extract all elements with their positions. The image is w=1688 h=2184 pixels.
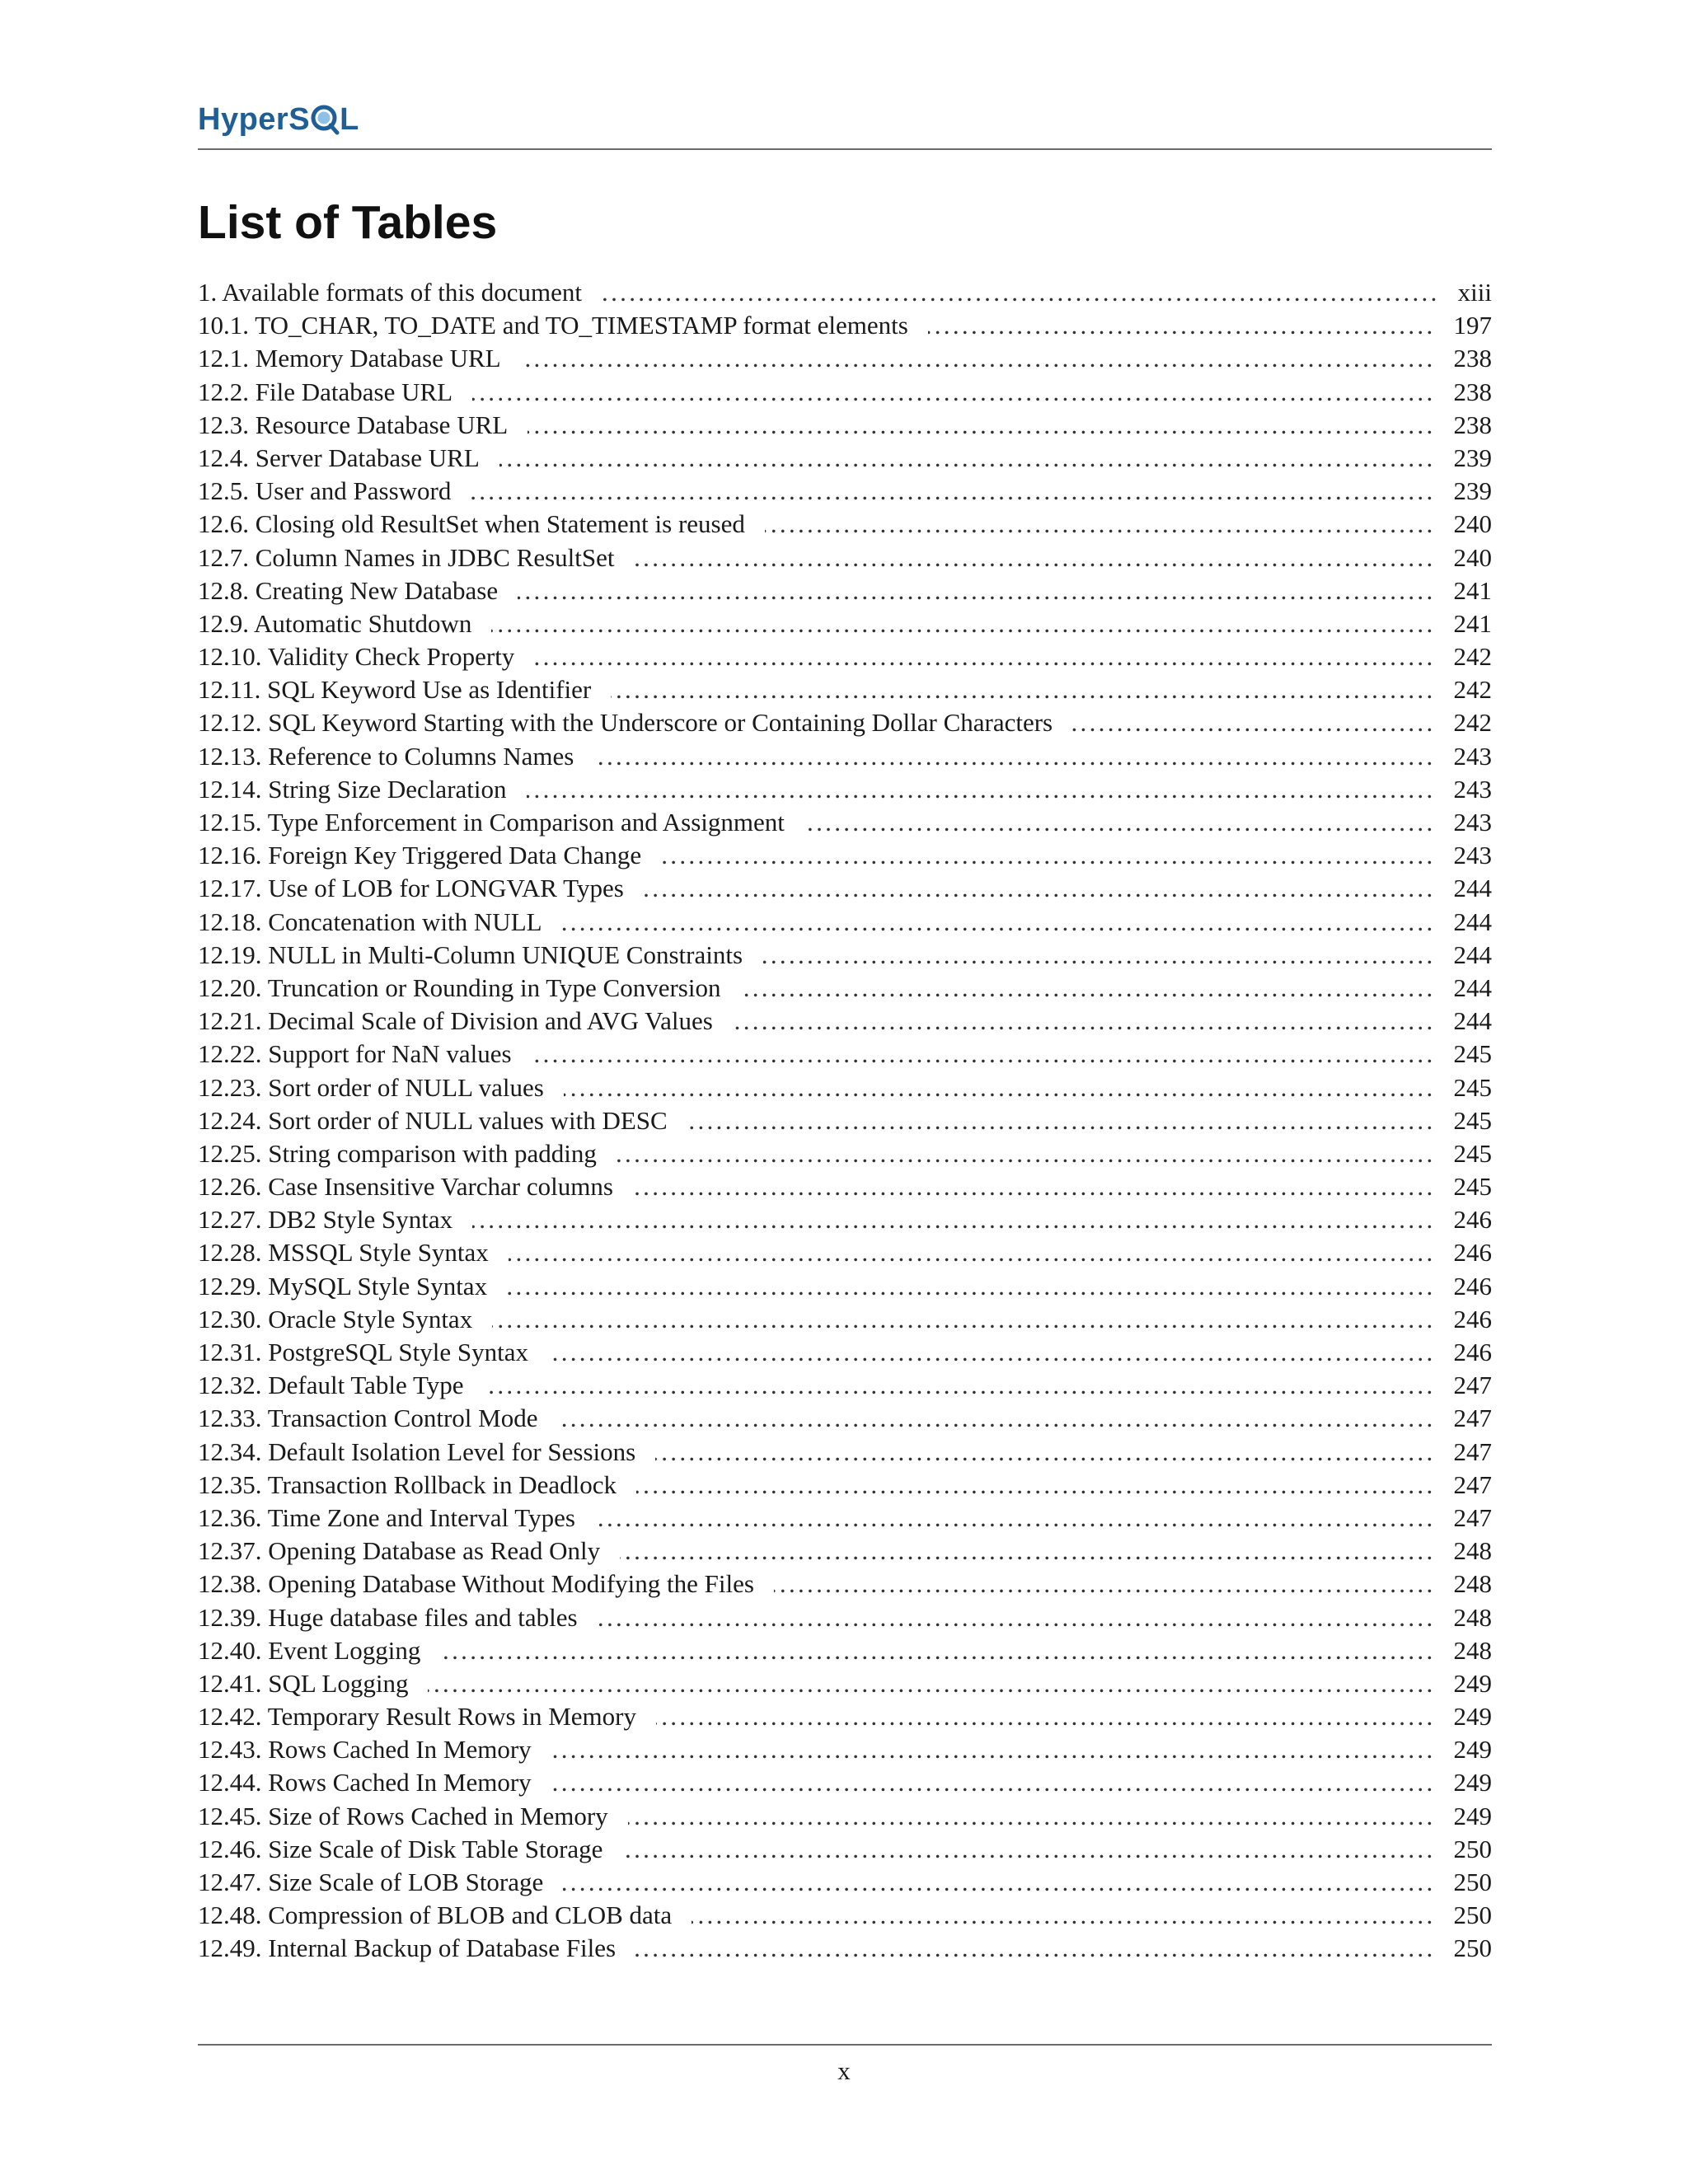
toc-leader-dots <box>562 906 1436 939</box>
toc-entry-label: 12.42. Temporary Result Rows in Memory <box>198 1702 636 1732</box>
toc-entry[interactable] <box>198 906 1492 939</box>
toc-leader-dots <box>733 1005 1436 1038</box>
toc-entry[interactable] <box>198 640 1492 673</box>
toc-entry-label: 12.44. Rows Cached In Memory <box>198 1768 532 1797</box>
toc-entry-page: 249 <box>1453 1801 1492 1830</box>
toc-entry-page: 245 <box>1453 1138 1492 1168</box>
toc-leader-dots <box>528 409 1435 442</box>
toc-entry-page: 244 <box>1453 1006 1492 1036</box>
toc-leader-dots <box>471 475 1435 508</box>
toc-entry[interactable] <box>198 1766 1492 1799</box>
toc-entry-page: 246 <box>1453 1205 1492 1235</box>
toc-entry-page: 247 <box>1453 1469 1492 1499</box>
toc-leader-dots <box>622 1833 1435 1866</box>
toc-entry-label: 12.20. Truncation or Rounding in Type Conversion <box>198 972 721 1002</box>
toc-entry-label: 12.29. MySQL Style Syntax <box>198 1271 488 1301</box>
toc-entry-page: 247 <box>1453 1371 1492 1400</box>
toc-entry[interactable] <box>198 1005 1492 1038</box>
toc-entry-page: 240 <box>1453 509 1492 539</box>
toc-leader-dots <box>620 1535 1435 1568</box>
toc-entry-page: 241 <box>1453 608 1492 638</box>
toc-leader-dots <box>518 574 1435 607</box>
toc-entry-label: 12.13. Reference to Columns Names <box>198 741 574 771</box>
toc-entry-label: 12.34. Default Isolation Level for Sessions <box>198 1436 636 1466</box>
toc-entry-page: 249 <box>1453 1768 1492 1797</box>
toc-entry-page: 248 <box>1453 1635 1492 1665</box>
toc-entry-page: 239 <box>1453 476 1492 506</box>
toc-entry[interactable] <box>198 1833 1492 1866</box>
toc-entry-page: 250 <box>1453 1834 1492 1863</box>
page-header <box>198 92 1492 150</box>
toc-leader-dots <box>563 1866 1435 1899</box>
toc-entry-page: 247 <box>1453 1404 1492 1433</box>
toc-entry[interactable] <box>198 1203 1492 1236</box>
toc-leader-dots <box>472 1203 1435 1236</box>
toc-leader-dots <box>633 1170 1436 1203</box>
toc-entry-label: 12.35. Transaction Rollback in Deadlock <box>198 1469 617 1499</box>
toc-entry-page: 240 <box>1453 542 1492 572</box>
toc-leader-dots <box>687 1104 1436 1137</box>
toc-entry[interactable] <box>198 541 1492 574</box>
toc-entry[interactable] <box>198 1170 1492 1203</box>
toc-leader-dots <box>507 1270 1435 1303</box>
magnifier-q-icon <box>310 104 340 135</box>
toc-leader-dots <box>635 541 1436 574</box>
toc-leader-dots <box>692 1899 1435 1932</box>
toc-entry-label: 12.38. Opening Database Without Modifying the Files <box>198 1569 754 1599</box>
toc-leader-dots <box>595 1502 1436 1535</box>
toc-entry[interactable] <box>198 1303 1492 1336</box>
toc-entry-label: 12.16. Foreign Key Triggered Data Change <box>198 841 642 870</box>
toc-leader-dots <box>551 1733 1436 1766</box>
toc-entry-page: 238 <box>1453 410 1492 439</box>
toc-entry[interactable] <box>198 1236 1492 1269</box>
toc-entry-label: 12.24. Sort order of NULL values with DESC <box>198 1105 668 1135</box>
toc-leader-dots <box>532 1038 1436 1071</box>
toc-entry-page: 244 <box>1453 907 1492 936</box>
toc-entry-label: 12.21. Decimal Scale of Division and AVG Values <box>198 1006 713 1036</box>
toc-entry-label: 12.9. Automatic Shutdown <box>198 608 472 638</box>
toc-entry-page: 248 <box>1453 1602 1492 1632</box>
toc-entry-page: 250 <box>1453 1933 1492 1963</box>
toc-entry-page: 250 <box>1453 1868 1492 1896</box>
toc-entry[interactable] <box>198 1469 1492 1502</box>
toc-leader-dots <box>521 342 1436 375</box>
toc-entry-page: 243 <box>1453 841 1492 870</box>
toc-entry-label: 12.30. Oracle Style Syntax <box>198 1304 473 1333</box>
toc-entry[interactable] <box>198 1601 1492 1634</box>
page-title: List of Tables <box>198 196 498 249</box>
toc-entry-page: 247 <box>1453 1436 1492 1466</box>
toc-entry[interactable] <box>198 1336 1492 1369</box>
toc-entry-label: 12.41. SQL Logging <box>198 1668 409 1698</box>
toc-entry[interactable] <box>198 673 1492 706</box>
toc-entry-label: 12.46. Size Scale of Disk Table Storage <box>198 1834 603 1863</box>
toc-entry-label: 12.36. Time Zone and Interval Types <box>198 1502 575 1532</box>
toc-entry-page: 246 <box>1453 1304 1492 1333</box>
toc-entry[interactable] <box>198 309 1492 342</box>
toc-entry-label: 12.2. File Database URL <box>198 377 453 406</box>
toc-leader-dots <box>628 1800 1436 1833</box>
toc-leader-dots <box>472 376 1435 409</box>
toc-entry[interactable] <box>198 1137 1492 1170</box>
toc-entry-page: 241 <box>1453 575 1492 605</box>
toc-leader-dots <box>644 872 1436 905</box>
toc-entry-page: 249 <box>1453 1668 1492 1698</box>
toc-leader-dots <box>492 1303 1435 1336</box>
toc-entry[interactable] <box>198 1634 1492 1667</box>
toc-entry-page: 248 <box>1453 1536 1492 1566</box>
toc-entry[interactable] <box>198 1071 1492 1104</box>
toc-entry[interactable] <box>198 1104 1492 1137</box>
toc-entry-page: 243 <box>1453 774 1492 804</box>
toc-entry[interactable] <box>198 1568 1492 1601</box>
toc-leader-dots <box>440 1634 1435 1667</box>
toc-entry-page: 245 <box>1453 1105 1492 1135</box>
toc-entry-label: 12.19. NULL in Multi-Column UNIQUE Constraints <box>198 940 743 969</box>
toc-entry-page: 244 <box>1453 940 1492 969</box>
toc-entry-label: 12.12. SQL Keyword Starting with the Underscore or Containing Dollar Characters <box>198 708 1053 738</box>
toc-leader-dots <box>564 1071 1436 1104</box>
toc-entry[interactable] <box>198 1402 1492 1435</box>
toc-entry[interactable] <box>198 1899 1492 1932</box>
toc-leader-dots <box>534 640 1435 673</box>
toc-leader-dots <box>655 1436 1435 1469</box>
toc-entry-label: 12.40. Event Logging <box>198 1635 421 1665</box>
toc-leader-dots <box>774 1568 1436 1601</box>
toc-entry[interactable] <box>198 839 1492 872</box>
toc-entry-label: 1. Available formats of this document <box>198 278 583 307</box>
toc-entry-label: 12.7. Column Names in JDBC ResultSet <box>198 542 615 572</box>
toc-entry[interactable] <box>198 475 1492 508</box>
toc-entry[interactable] <box>198 1535 1492 1568</box>
toc-entry-page: 245 <box>1453 1039 1492 1069</box>
toc-entry-label: 12.27. DB2 Style Syntax <box>198 1205 453 1235</box>
toc-entry-label: 12.18. Concatenation with NULL <box>198 907 542 936</box>
toc-entry[interactable] <box>198 806 1492 839</box>
toc-entry-page: 197 <box>1453 311 1492 340</box>
toc-entry-label: 12.5. User and Password <box>198 476 452 506</box>
toc-entry[interactable] <box>198 1733 1492 1766</box>
toc-entry[interactable] <box>198 1038 1492 1071</box>
toc-leader-dots <box>491 607 1435 640</box>
toc-entry[interactable] <box>198 740 1492 773</box>
toc-entry-label: 12.8. Creating New Database <box>198 575 499 605</box>
toc-entry-label: 12.25. String comparison with padding <box>198 1138 597 1168</box>
toc-entry-page: 244 <box>1453 874 1492 903</box>
toc-entry-label: 12.23. Sort order of NULL values <box>198 1072 544 1102</box>
list-of-tables <box>198 276 1492 1966</box>
toc-entry[interactable] <box>198 276 1492 309</box>
toc-entry[interactable] <box>198 1800 1492 1833</box>
toc-entry[interactable] <box>198 508 1492 541</box>
toc-entry-page: 243 <box>1453 808 1492 837</box>
toc-entry-label: 12.45. Size of Rows Cached in Memory <box>198 1801 608 1830</box>
toc-entry-page: 249 <box>1453 1735 1492 1765</box>
toc-entry-label: 10.1. TO_CHAR, TO_DATE and TO_TIMESTAMP format elements <box>198 311 908 340</box>
toc-entry-label: 12.49. Internal Backup of Database Files <box>198 1933 617 1963</box>
hypersql-logo <box>198 99 359 140</box>
toc-entry-page: 242 <box>1453 708 1492 738</box>
toc-entry-page: 239 <box>1453 443 1492 472</box>
toc-entry-page: 242 <box>1453 642 1492 672</box>
toc-entry-page: 238 <box>1453 377 1492 406</box>
toc-entry-label: 12.43. Rows Cached In Memory <box>198 1735 532 1765</box>
page-footer-rule <box>198 2044 1492 2046</box>
toc-entry[interactable] <box>198 939 1492 972</box>
toc-entry-label: 12.3. Resource Database URL <box>198 410 509 439</box>
toc-entry[interactable] <box>198 773 1492 806</box>
toc-entry-label: 12.10. Validity Check Property <box>198 642 515 672</box>
toc-entry-label: 12.28. MSSQL Style Syntax <box>198 1238 489 1268</box>
toc-entry-label: 12.14. String Size Declaration <box>198 774 507 804</box>
toc-entry[interactable] <box>198 342 1492 375</box>
toc-leader-dots <box>527 773 1436 806</box>
toc-entry-page: 244 <box>1453 972 1492 1002</box>
toc-leader-dots <box>661 839 1435 872</box>
toc-entry-page: 246 <box>1453 1338 1492 1366</box>
toc-entry-label: 12.22. Support for NaN values <box>198 1039 512 1069</box>
toc-leader-dots <box>611 673 1435 706</box>
toc-leader-dots <box>804 806 1436 839</box>
toc-entry[interactable] <box>198 706 1492 739</box>
toc-leader-dots <box>617 1137 1436 1170</box>
toc-entry[interactable] <box>198 574 1492 607</box>
toc-entry-page: 250 <box>1453 1900 1492 1930</box>
toc-entry-page: 242 <box>1453 675 1492 705</box>
toc-entry-label: 12.1. Memory Database URL <box>198 344 501 373</box>
toc-leader-dots <box>484 1369 1436 1402</box>
toc-entry[interactable] <box>198 872 1492 905</box>
toc-entry[interactable] <box>198 1369 1492 1402</box>
toc-entry-label: 12.6. Closing old ResultSet when Statement is reused <box>198 509 745 539</box>
logo-text-right: L <box>340 101 359 137</box>
toc-entry[interactable] <box>198 1667 1492 1700</box>
toc-entry-label: 12.32. Default Table Type <box>198 1371 464 1400</box>
toc-leader-dots <box>741 972 1436 1005</box>
toc-entry[interactable] <box>198 409 1492 442</box>
toc-entry-label: 12.33. Transaction Control Mode <box>198 1404 538 1433</box>
toc-leader-dots <box>762 939 1435 972</box>
toc-leader-dots <box>551 1766 1436 1799</box>
toc-leader-dots <box>602 276 1440 309</box>
toc-entry[interactable] <box>198 607 1492 640</box>
toc-entry[interactable] <box>198 1932 1492 1965</box>
toc-leader-dots <box>598 1601 1436 1634</box>
toc-leader-dots <box>928 309 1436 342</box>
toc-entry-label: 12.48. Compression of BLOB and CLOB data <box>198 1900 673 1930</box>
toc-entry-label: 12.4. Server Database URL <box>198 443 480 472</box>
toc-entry-page: 245 <box>1453 1172 1492 1202</box>
toc-leader-dots <box>593 740 1435 773</box>
toc-entry-page: 246 <box>1453 1238 1492 1268</box>
toc-leader-dots <box>557 1402 1435 1435</box>
toc-entry-label: 12.15. Type Enforcement in Comparison and Assignment <box>198 808 785 837</box>
toc-entry[interactable] <box>198 1700 1492 1733</box>
toc-entry[interactable] <box>198 1270 1492 1303</box>
logo-text-left: HyperS <box>198 101 311 137</box>
toc-leader-dots <box>765 508 1436 541</box>
toc-entry[interactable] <box>198 442 1492 475</box>
toc-entry-label: 12.47. Size Scale of LOB Storage <box>198 1868 544 1896</box>
toc-leader-dots <box>1072 706 1435 739</box>
toc-entry-page: 248 <box>1453 1569 1492 1599</box>
toc-entry-page: 247 <box>1453 1502 1492 1532</box>
toc-entry[interactable] <box>198 1866 1492 1899</box>
toc-entry-label: 12.31. PostgreSQL Style Syntax <box>198 1338 529 1366</box>
toc-leader-dots <box>509 1236 1436 1269</box>
toc-leader-dots <box>428 1667 1435 1700</box>
page-number: x <box>837 2056 851 2085</box>
toc-entry[interactable] <box>198 1436 1492 1469</box>
toc-entry-page: 249 <box>1453 1702 1492 1732</box>
toc-entry-label: 12.37. Opening Database as Read Only <box>198 1536 601 1566</box>
toc-entry[interactable] <box>198 376 1492 409</box>
toc-leader-dots <box>656 1700 1436 1733</box>
toc-entry-label: 12.39. Huge database files and tables <box>198 1602 578 1632</box>
toc-entry[interactable] <box>198 1502 1492 1535</box>
toc-leader-dots <box>499 442 1436 475</box>
toc-leader-dots <box>635 1932 1435 1965</box>
toc-entry-page: 243 <box>1453 741 1492 771</box>
toc-entry-page: xiii <box>1457 278 1492 307</box>
toc-entry-label: 12.26. Case Insensitive Varchar columns <box>198 1172 613 1202</box>
toc-entry-page: 245 <box>1453 1072 1492 1102</box>
toc-entry-label: 12.17. Use of LOB for LONGVAR Types <box>198 874 624 903</box>
toc-entry-page: 238 <box>1453 344 1492 373</box>
toc-entry-page: 246 <box>1453 1271 1492 1301</box>
toc-entry-label: 12.11. SQL Keyword Use as Identifier <box>198 675 592 705</box>
toc-leader-dots <box>548 1336 1435 1369</box>
toc-leader-dots <box>636 1469 1436 1502</box>
toc-entry[interactable] <box>198 972 1492 1005</box>
